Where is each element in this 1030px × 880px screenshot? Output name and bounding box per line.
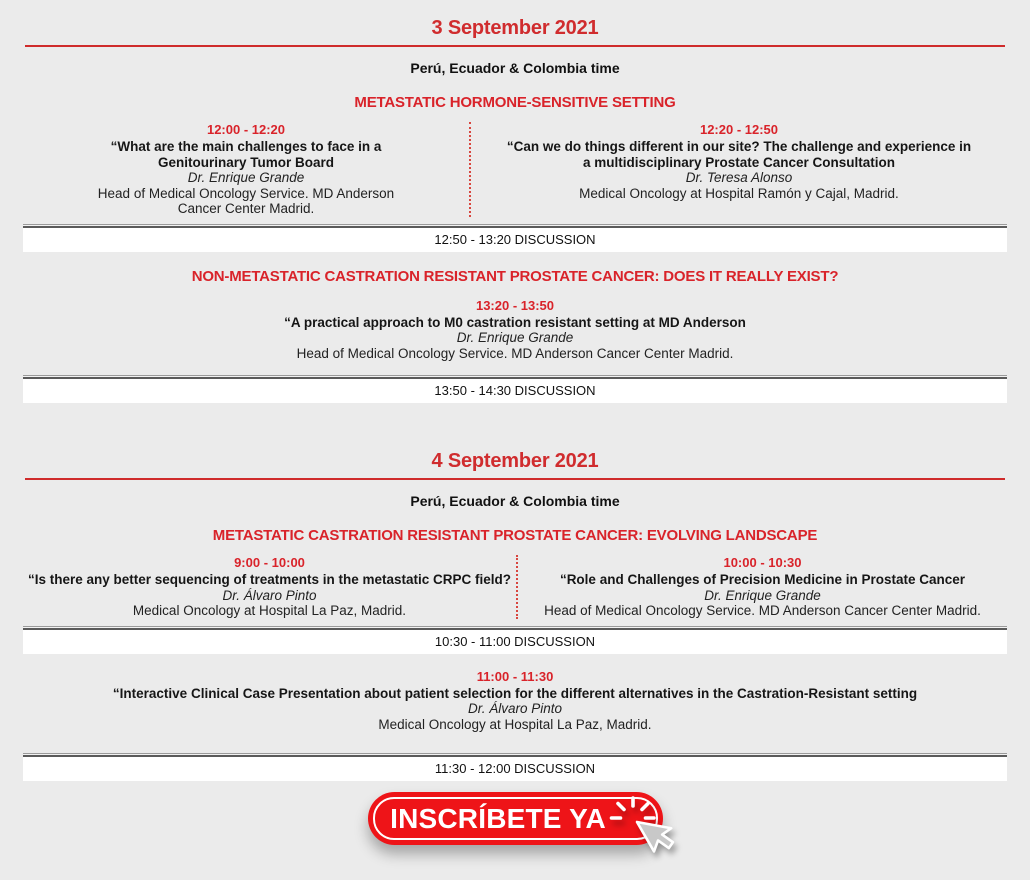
session-title: “A practical approach to M0 castration resistant setting at MD Anderson [284, 314, 746, 330]
day-section-3-september [0, 0, 1030, 403]
register-button-label: INSCRÍBETE YA [390, 803, 606, 834]
session-affiliation: Head of Medical Oncology Service. MD Anderson Cancer Center Madrid. [296, 345, 734, 361]
session-card [23, 122, 469, 217]
session-title: “Can we do things different in our site? The challenge and experience in a multidisciplinary Prostate Cancer Consultation [506, 139, 972, 170]
session-card [0, 669, 1030, 733]
session-card [516, 555, 1007, 619]
session-affiliation: Medical Oncology at Hospital La Paz, Madrid. [378, 716, 652, 732]
session-speaker: Dr. Teresa Alonso [685, 170, 793, 185]
red-divider-line [25, 45, 1005, 47]
session-speaker: Dr. Enrique Grande [187, 170, 305, 185]
session-card [23, 555, 516, 619]
red-divider-line [25, 478, 1005, 480]
session-title: “What are the main challenges to face in a Genitourinary Tumor Board [110, 139, 382, 170]
session-affiliation: Head of Medical Oncology Service. MD Anderson Cancer Center Madrid. [97, 185, 395, 216]
discussion-label: 11:30 - 12:00 DISCUSSION [434, 761, 596, 776]
discussion-bar [23, 375, 1007, 403]
discussion-bar [23, 224, 1007, 252]
timezone-label: Perú, Ecuador & Colombia time [410, 493, 620, 509]
section-heading-mcrpc: METASTATIC CASTRATION RESISTANT PROSTATE CANCER: EVOLVING LANDSCAPE [212, 527, 818, 544]
session-time: 13:20 - 13:50 [475, 297, 555, 313]
session-affiliation: Head of Medical Oncology Service. MD Anderson Cancer Center Madrid. [544, 603, 981, 618]
session-card [469, 122, 1007, 217]
discussion-label: 12:50 - 13:20 DISCUSSION [434, 231, 596, 247]
day-title: 3 September 2021 [431, 17, 599, 39]
section-heading-mhss: METASTATIC HORMONE-SENSITIVE SETTING [354, 94, 676, 111]
sessions-row [0, 122, 1030, 217]
session-speaker: Dr. Álvaro Pinto [467, 701, 563, 716]
discussion-bar [23, 753, 1007, 781]
day-section-4-september [0, 449, 1030, 781]
session-speaker: Dr. Enrique Grande [704, 587, 821, 603]
session-title: “Role and Challenges of Precision Medicine in Prostate Cancer [559, 572, 966, 587]
session-title: “Interactive Clinical Case Presentation about patient selection for the different alternatives in the Castration-Resistant setting [112, 685, 918, 701]
session-affiliation: Medical Oncology at Hospital Ramón y Cajal, Madrid. [579, 185, 899, 201]
session-speaker: Dr. Álvaro Pinto [222, 587, 317, 603]
discussion-label: 10:30 - 11:00 DISCUSSION [434, 633, 596, 649]
session-time: 11:00 - 11:30 [476, 668, 554, 684]
discussion-bar [23, 626, 1007, 654]
timezone-label: Perú, Ecuador & Colombia time [410, 60, 620, 76]
session-title: “Is there any better sequencing of treatments in the metastatic CRPC field? [27, 572, 512, 587]
session-time: 12:20 - 12:50 [699, 122, 779, 137]
sessions-row [0, 555, 1030, 619]
session-time: 12:00 - 12:20 [206, 122, 286, 137]
cta-container [368, 792, 663, 845]
discussion-label: 13:50 - 14:30 DISCUSSION [434, 383, 596, 398]
session-time: 10:00 - 10:30 [723, 555, 802, 570]
section-heading-nmcrpc: NON-METASTATIC CASTRATION RESISTANT PROSTATE CANCER: DOES IT REALLY EXIST? [191, 267, 839, 285]
register-button[interactable] [368, 792, 663, 845]
session-speaker: Dr. Enrique Grande [456, 330, 574, 345]
day-title: 4 September 2021 [431, 450, 599, 472]
session-time: 9:00 - 10:00 [234, 555, 305, 570]
session-card [0, 298, 1030, 362]
session-affiliation: Medical Oncology at Hospital La Paz, Madrid. [132, 603, 407, 618]
